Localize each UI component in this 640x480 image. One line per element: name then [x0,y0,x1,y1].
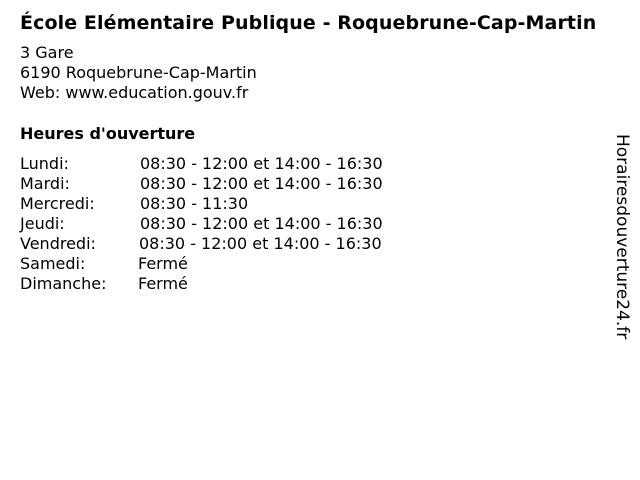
day-label: Samedi: [20,254,86,273]
site-watermark: Horairesdouverture24.fr [612,134,632,340]
address-city: 6190 Roquebrune-Cap-Martin [20,63,257,82]
page-title: École Elémentaire Publique - Roquebrune-Cap-Martin [20,12,597,34]
day-label: Vendredi: [20,234,96,253]
day-label: Mercredi: [20,194,95,213]
hours-value: 08:30 - 12:00 et 14:00 - 16:30 [140,174,383,193]
hours-value: Fermé [138,254,188,273]
day-label: Lundi: [20,154,69,173]
hours-value: 08:30 - 12:00 et 14:00 - 16:30 [140,154,383,173]
hours-value: Fermé [138,274,188,293]
address-web: Web: www.education.gouv.fr [20,83,249,102]
day-label: Jeudi: [20,214,65,233]
hours-value: 08:30 - 12:00 et 14:00 - 16:30 [140,214,383,233]
address-block [20,43,257,103]
address-street: 3 Gare [20,43,74,62]
hours-heading: Heures d'ouverture [20,124,196,143]
day-label: Mardi: [20,174,70,193]
hours-value: 08:30 - 12:00 et 14:00 - 16:30 [139,234,382,253]
hours-value: 08:30 - 11:30 [140,194,249,213]
day-label: Dimanche: [20,274,107,293]
